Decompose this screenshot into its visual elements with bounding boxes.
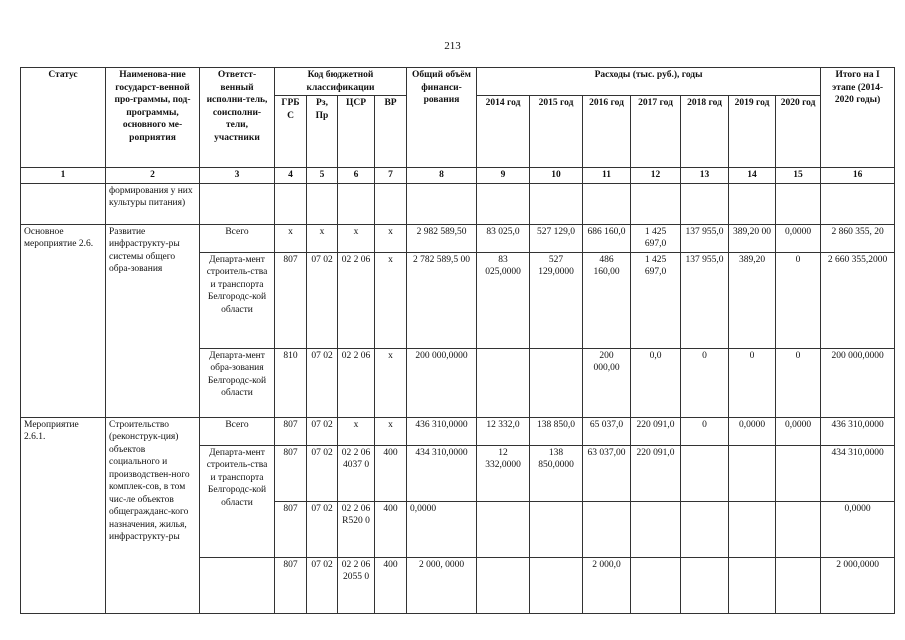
col-num: 11 <box>583 168 631 184</box>
header-rzpr: Рз, Пр <box>307 96 338 168</box>
cell-2016: 65 037,0 <box>583 417 631 445</box>
header-row <box>21 68 895 96</box>
cell-grbs: 807 <box>275 501 307 557</box>
col-num: 15 <box>776 168 821 184</box>
cell-2020 <box>776 445 821 501</box>
cell-responsible: Департа-мент обра-зования Белгородс-кой области <box>200 348 275 417</box>
header-name: Наименова-ние государст-венной про-граммы, под-программы, основного ме-роприятия <box>106 68 200 168</box>
cell-2016: 200 000,00 <box>583 348 631 417</box>
col-num: 5 <box>307 168 338 184</box>
cell-2018: 137 955,0 <box>681 224 729 252</box>
cell-2014: 12 332,0000 <box>477 445 530 501</box>
col-num: 4 <box>275 168 307 184</box>
cell-total: 2 782 589,5 00 <box>407 252 477 348</box>
col-num: 7 <box>375 168 407 184</box>
cell-name: Развитие инфраструкту-ры системы общего обра-зования <box>106 224 200 417</box>
cell-csr: 02 2 06 <box>338 252 375 348</box>
table-row <box>21 183 895 224</box>
header-2016: 2016 год <box>583 96 631 168</box>
cell-2020: 0 <box>776 252 821 348</box>
cell-2018 <box>681 445 729 501</box>
cell-vr: х <box>375 224 407 252</box>
cell-vr: х <box>375 348 407 417</box>
cell-2020: 0,0000 <box>776 224 821 252</box>
header-2015: 2015 год <box>530 96 583 168</box>
cell-rzpr: 07 02 <box>307 501 338 557</box>
col-num: 14 <box>729 168 776 184</box>
cell-stage: 200 000,0000 <box>821 348 895 417</box>
cell-2017: 0,0 <box>631 348 681 417</box>
cell-vr: 400 <box>375 445 407 501</box>
header-2020: 2020 год <box>776 96 821 168</box>
cell-2019: 389,20 00 <box>729 224 776 252</box>
cell-rzpr: 07 02 <box>307 417 338 445</box>
cell-2017: 220 091,0 <box>631 445 681 501</box>
cell-2014: 83 025,0 <box>477 224 530 252</box>
cell-name: формирования у них культуры питания) <box>106 183 200 224</box>
header-responsible: Ответст-венный исполни-тель, соисполни-тели, участники <box>200 68 275 168</box>
cell-grbs: 810 <box>275 348 307 417</box>
cell-csr: х <box>338 417 375 445</box>
cell-grbs: х <box>275 224 307 252</box>
cell-stage: 2 860 355, 20 <box>821 224 895 252</box>
col-num: 6 <box>338 168 375 184</box>
cell-status: Основное мероприятие 2.6. <box>21 224 106 417</box>
cell-2015: 527 129,0000 <box>530 252 583 348</box>
budget-table <box>20 67 895 614</box>
cell-2017: 1 425 697,0 <box>631 224 681 252</box>
cell-total: 436 310,0000 <box>407 417 477 445</box>
cell-2016: 2 000,0 <box>583 557 631 613</box>
col-num: 2 <box>106 168 200 184</box>
cell-2019: 0,0000 <box>729 417 776 445</box>
header-2018: 2018 год <box>681 96 729 168</box>
cell-2020: 0,0000 <box>776 417 821 445</box>
cell-rzpr: 07 02 <box>307 557 338 613</box>
cell-responsible: Департа-мент строитель-ства и транспорта Белгородс-кой области <box>200 445 275 557</box>
table-row <box>21 224 895 252</box>
col-num: 10 <box>530 168 583 184</box>
cell-total: 200 000,0000 <box>407 348 477 417</box>
cell-2017: 220 091,0 <box>631 417 681 445</box>
cell-vr: 400 <box>375 501 407 557</box>
cell-stage: 436 310,0000 <box>821 417 895 445</box>
header-vr: ВР <box>375 96 407 168</box>
cell-total: 2 982 589,50 <box>407 224 477 252</box>
header-total-stage: Итого на I этапе (2014-2020 годы) <box>821 68 895 168</box>
cell-grbs: 807 <box>275 417 307 445</box>
cell-vr: х <box>375 252 407 348</box>
header-grbs: ГРБ С <box>275 96 307 168</box>
cell-2015 <box>530 348 583 417</box>
col-num: 8 <box>407 168 477 184</box>
cell-csr: 02 2 06 2055 0 <box>338 557 375 613</box>
cell-2019: 0 <box>729 348 776 417</box>
cell-responsible: Департа-мент строитель-ства и транспорта Белгородс-кой области <box>200 252 275 348</box>
cell-total: 0,0000 <box>407 501 477 557</box>
cell-2018: 137 955,0 <box>681 252 729 348</box>
cell-grbs: 807 <box>275 445 307 501</box>
cell-stage: 0,0000 <box>821 501 895 557</box>
cell-rzpr: 07 02 <box>307 252 338 348</box>
cell-rzpr: 07 02 <box>307 348 338 417</box>
cell-2016: 486 160,00 <box>583 252 631 348</box>
cell-csr: 02 2 06 4037 0 <box>338 445 375 501</box>
col-num: 9 <box>477 168 530 184</box>
cell-csr: 02 2 06 R520 0 <box>338 501 375 557</box>
cell-grbs: 807 <box>275 252 307 348</box>
cell-2019 <box>729 445 776 501</box>
cell-2015: 527 129,0 <box>530 224 583 252</box>
cell-2016: 686 160,0 <box>583 224 631 252</box>
header-total-volume: Общий объём финанси-рования <box>407 68 477 168</box>
cell-2014: 12 332,0 <box>477 417 530 445</box>
cell-total: 2 000, 0000 <box>407 557 477 613</box>
header-2017: 2017 год <box>631 96 681 168</box>
cell-2018: 0 <box>681 348 729 417</box>
header-budget-code: Код бюджетной классификации <box>275 68 407 96</box>
cell-csr: 02 2 06 <box>338 348 375 417</box>
cell-name: Строительство (реконструк-ция) объектов социального и производствен-ного комплек-сов, в том чис-ле объектов общегражданс-кого назначения, жилья, инфраструкту-ры <box>106 417 200 613</box>
header-status: Статус <box>21 68 106 168</box>
col-num: 16 <box>821 168 895 184</box>
col-num: 13 <box>681 168 729 184</box>
header-expenses: Расходы (тыс. руб.), годы <box>477 68 821 96</box>
cell-rzpr: 07 02 <box>307 445 338 501</box>
cell-2018: 0 <box>681 417 729 445</box>
page-number: 213 <box>444 40 461 52</box>
cell-stage: 2 000,0000 <box>821 557 895 613</box>
cell-stage: 434 310,0000 <box>821 445 895 501</box>
col-num: 1 <box>21 168 106 184</box>
cell-vr: х <box>375 417 407 445</box>
cell-2014: 83 025,0000 <box>477 252 530 348</box>
cell-responsible: Всего <box>200 224 275 252</box>
cell-2014 <box>477 348 530 417</box>
cell-vr: 400 <box>375 557 407 613</box>
cell-total: 434 310,0000 <box>407 445 477 501</box>
cell-2015: 138 850,0000 <box>530 445 583 501</box>
cell-grbs: 807 <box>275 557 307 613</box>
cell-2019: 389,20 <box>729 252 776 348</box>
col-num: 3 <box>200 168 275 184</box>
cell-2017: 1 425 697,0 <box>631 252 681 348</box>
cell-2016: 63 037,00 <box>583 445 631 501</box>
header-2019: 2019 год <box>729 96 776 168</box>
cell-rzpr: х <box>307 224 338 252</box>
header-csr: ЦСР <box>338 96 375 168</box>
cell-responsible: Всего <box>200 417 275 445</box>
table-row <box>21 417 895 445</box>
col-num: 12 <box>631 168 681 184</box>
cell-csr: х <box>338 224 375 252</box>
cell-2015: 138 850,0 <box>530 417 583 445</box>
cell-stage: 2 660 355,2000 <box>821 252 895 348</box>
cell-status: Мероприятие 2.6.1. <box>21 417 106 613</box>
cell-2020: 0 <box>776 348 821 417</box>
column-number-row <box>21 168 895 184</box>
header-2014: 2014 год <box>477 96 530 168</box>
